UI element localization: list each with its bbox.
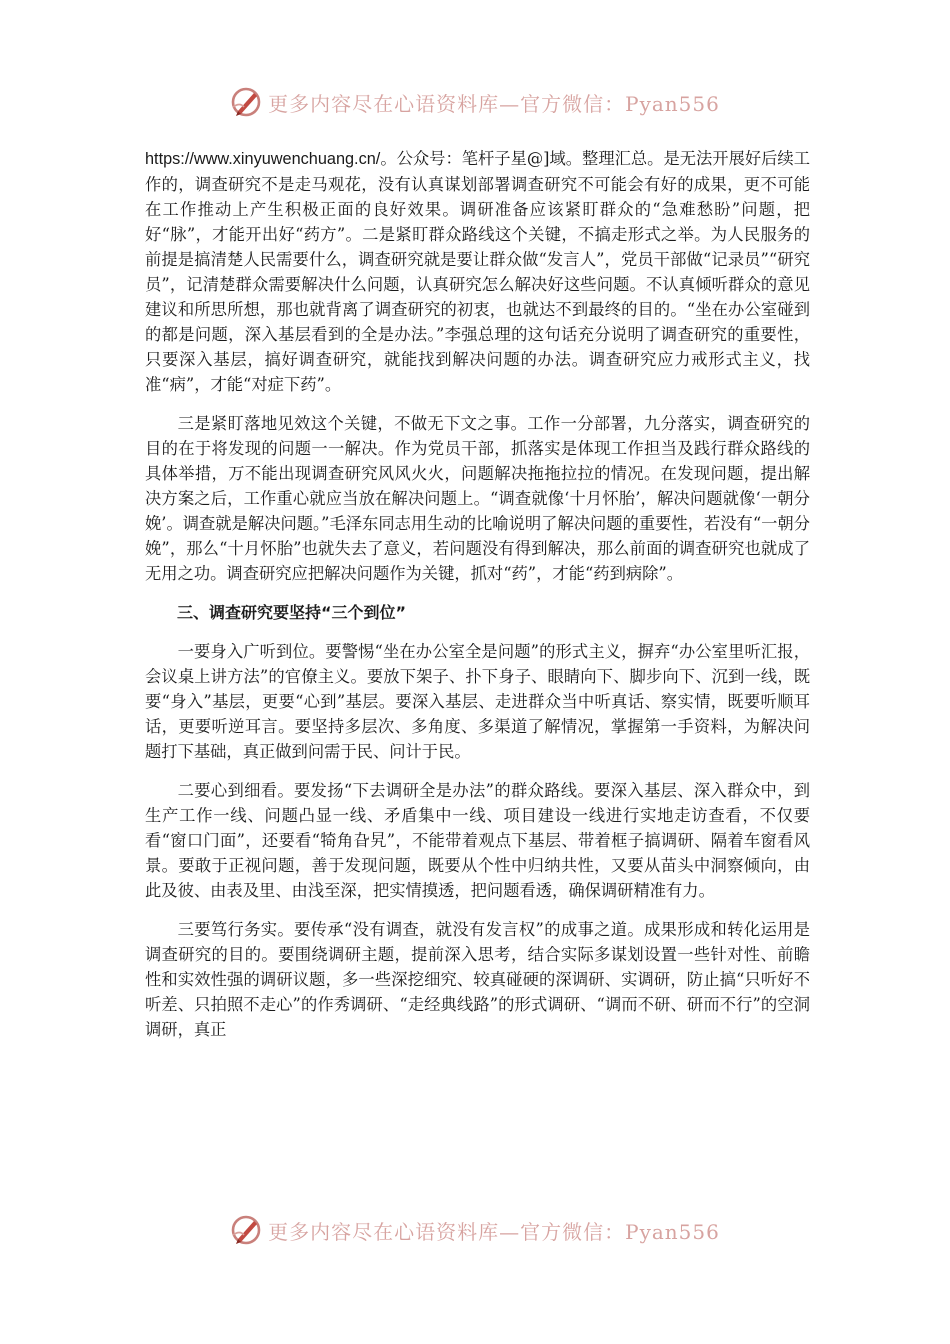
source-url: https://www.xinyuwenchuang.cn/ xyxy=(145,150,381,168)
pen-logo-icon xyxy=(230,85,264,119)
watermark-text-top: 更多内容尽在心语资料库—官方微信：Pyan556 xyxy=(268,91,720,116)
pen-logo-icon xyxy=(230,1213,264,1247)
watermark-banner-bottom xyxy=(0,1210,950,1250)
paragraph-5: 三要笃行务实。要传承“没有调查，就没有发言权”的成事之道。成果形成和转化运用是调查研究的目的。要围绕调研主题，提前深入思考，结合实际多谋划设置一些针对性、前瞻性和实效性强的调研议题，多一些深挖细究、较真碰硬的深调研、实调研，防止搞“只听好不听差、只拍照不走心”的作秀调研、“走经典线路”的形式调研、“调而不研、研而不行”的空洞调研，真正 xyxy=(145,920,810,1039)
watermark-banner-top xyxy=(0,82,950,122)
section-heading-3: 三、调查研究要坚持“三个到位” xyxy=(177,603,407,622)
paragraph-1-text: 。公众号：笔杆子星@]域。整理汇总。是无法开展好后续工作的，调查研究不是走马观花，没有认真谋划部署调查研究不可能会有好的成果，更不可能在工作推动上产生积极正面的良好效果。调研准备应该紧盯群众的“急难愁盼”问题，把好“脉”，才能开出好“药方”。二是紧盯群众路线这个关键，不搞走形式之举。为人民服务的前提是搞清楚人民需要什么，调查研究就是要让群众做“发言人”，党员干部做“记录员”“研究员”，记清楚群众需要解决什么问题，认真研究怎么解决好这些问题。不认真倾听群众的意见建议和所思所想，那也就背离了调查研究的初衷，也就达不到最终的目的。“坐在办公室碰到的都是问题，深入基层看到的全是办法。”李强总理的这句话充分说明了调查研究的重要性，只要深入基层，搞好调查研究，就能找到解决问题的办法。调查研究应力戒形式主义，找准“病”，才能“对症下药”。 xyxy=(145,149,810,394)
paragraph-3: 一要身入广听到位。要警惕“坐在办公室全是问题”的形式主义，摒弃“办公室里听汇报，会议桌上讲方法”的官僚主义。要放下架子、扑下身子、眼睛向下、脚步向下、沉到一线，既要“身入”基层，更要“心到”基层。要深入基层、走进群众当中听真话、察实情，既要听顺耳话，更要听逆耳言。要坚持多层次、多角度、多渠道了解情况，掌握第一手资料，为解决问题打下基础，真正做到问需于民、问计于民。 xyxy=(145,642,810,761)
paragraph-4: 二要心到细看。要发扬“下去调研全是办法”的群众路线。要深入基层、深入群众中，到生产工作一线、问题凸显一线、矛盾集中一线、项目建设一线进行实地走访查看，不仅要看“窗口门面”，还要看“犄角旮旯”，不能带着观点下基层、带着框子搞调研、隔着车窗看风景。要敢于正视问题，善于发现问题，既要从个性中归纳共性，又要从苗头中洞察倾向，由此及彼、由表及里、由浅至深，把实情摸透，把问题看透，确保调研精准有力。 xyxy=(145,781,810,900)
paragraph-1 xyxy=(145,146,810,397)
document-body xyxy=(145,146,810,1056)
watermark-text-bottom: 更多内容尽在心语资料库—官方微信：Pyan556 xyxy=(268,1219,720,1244)
paragraph-2: 三是紧盯落地见效这个关键，不做无下文之事。工作一分部署，九分落实，调查研究的目的在于将发现的问题一一解决。作为党员干部，抓落实是体现工作担当及践行群众路线的具体举措，万不能出现调查研究风风火火，问题解决拖拖拉拉的情况。在发现问题，提出解决方案之后，工作重心就应当放在解决问题上。“调查就像‘十月怀胎’，解决问题就像‘一朝分娩’。调查就是解决问题。”毛泽东同志用生动的比喻说明了解决问题的重要性，若没有“一朝分娩”，那么“十月怀胎”也就失去了意义，若问题没有得到解决，那么前面的调查研究也就成了无用之功。调查研究应把解决问题作为关键，抓对“药”，才能“药到病除”。 xyxy=(145,414,810,583)
